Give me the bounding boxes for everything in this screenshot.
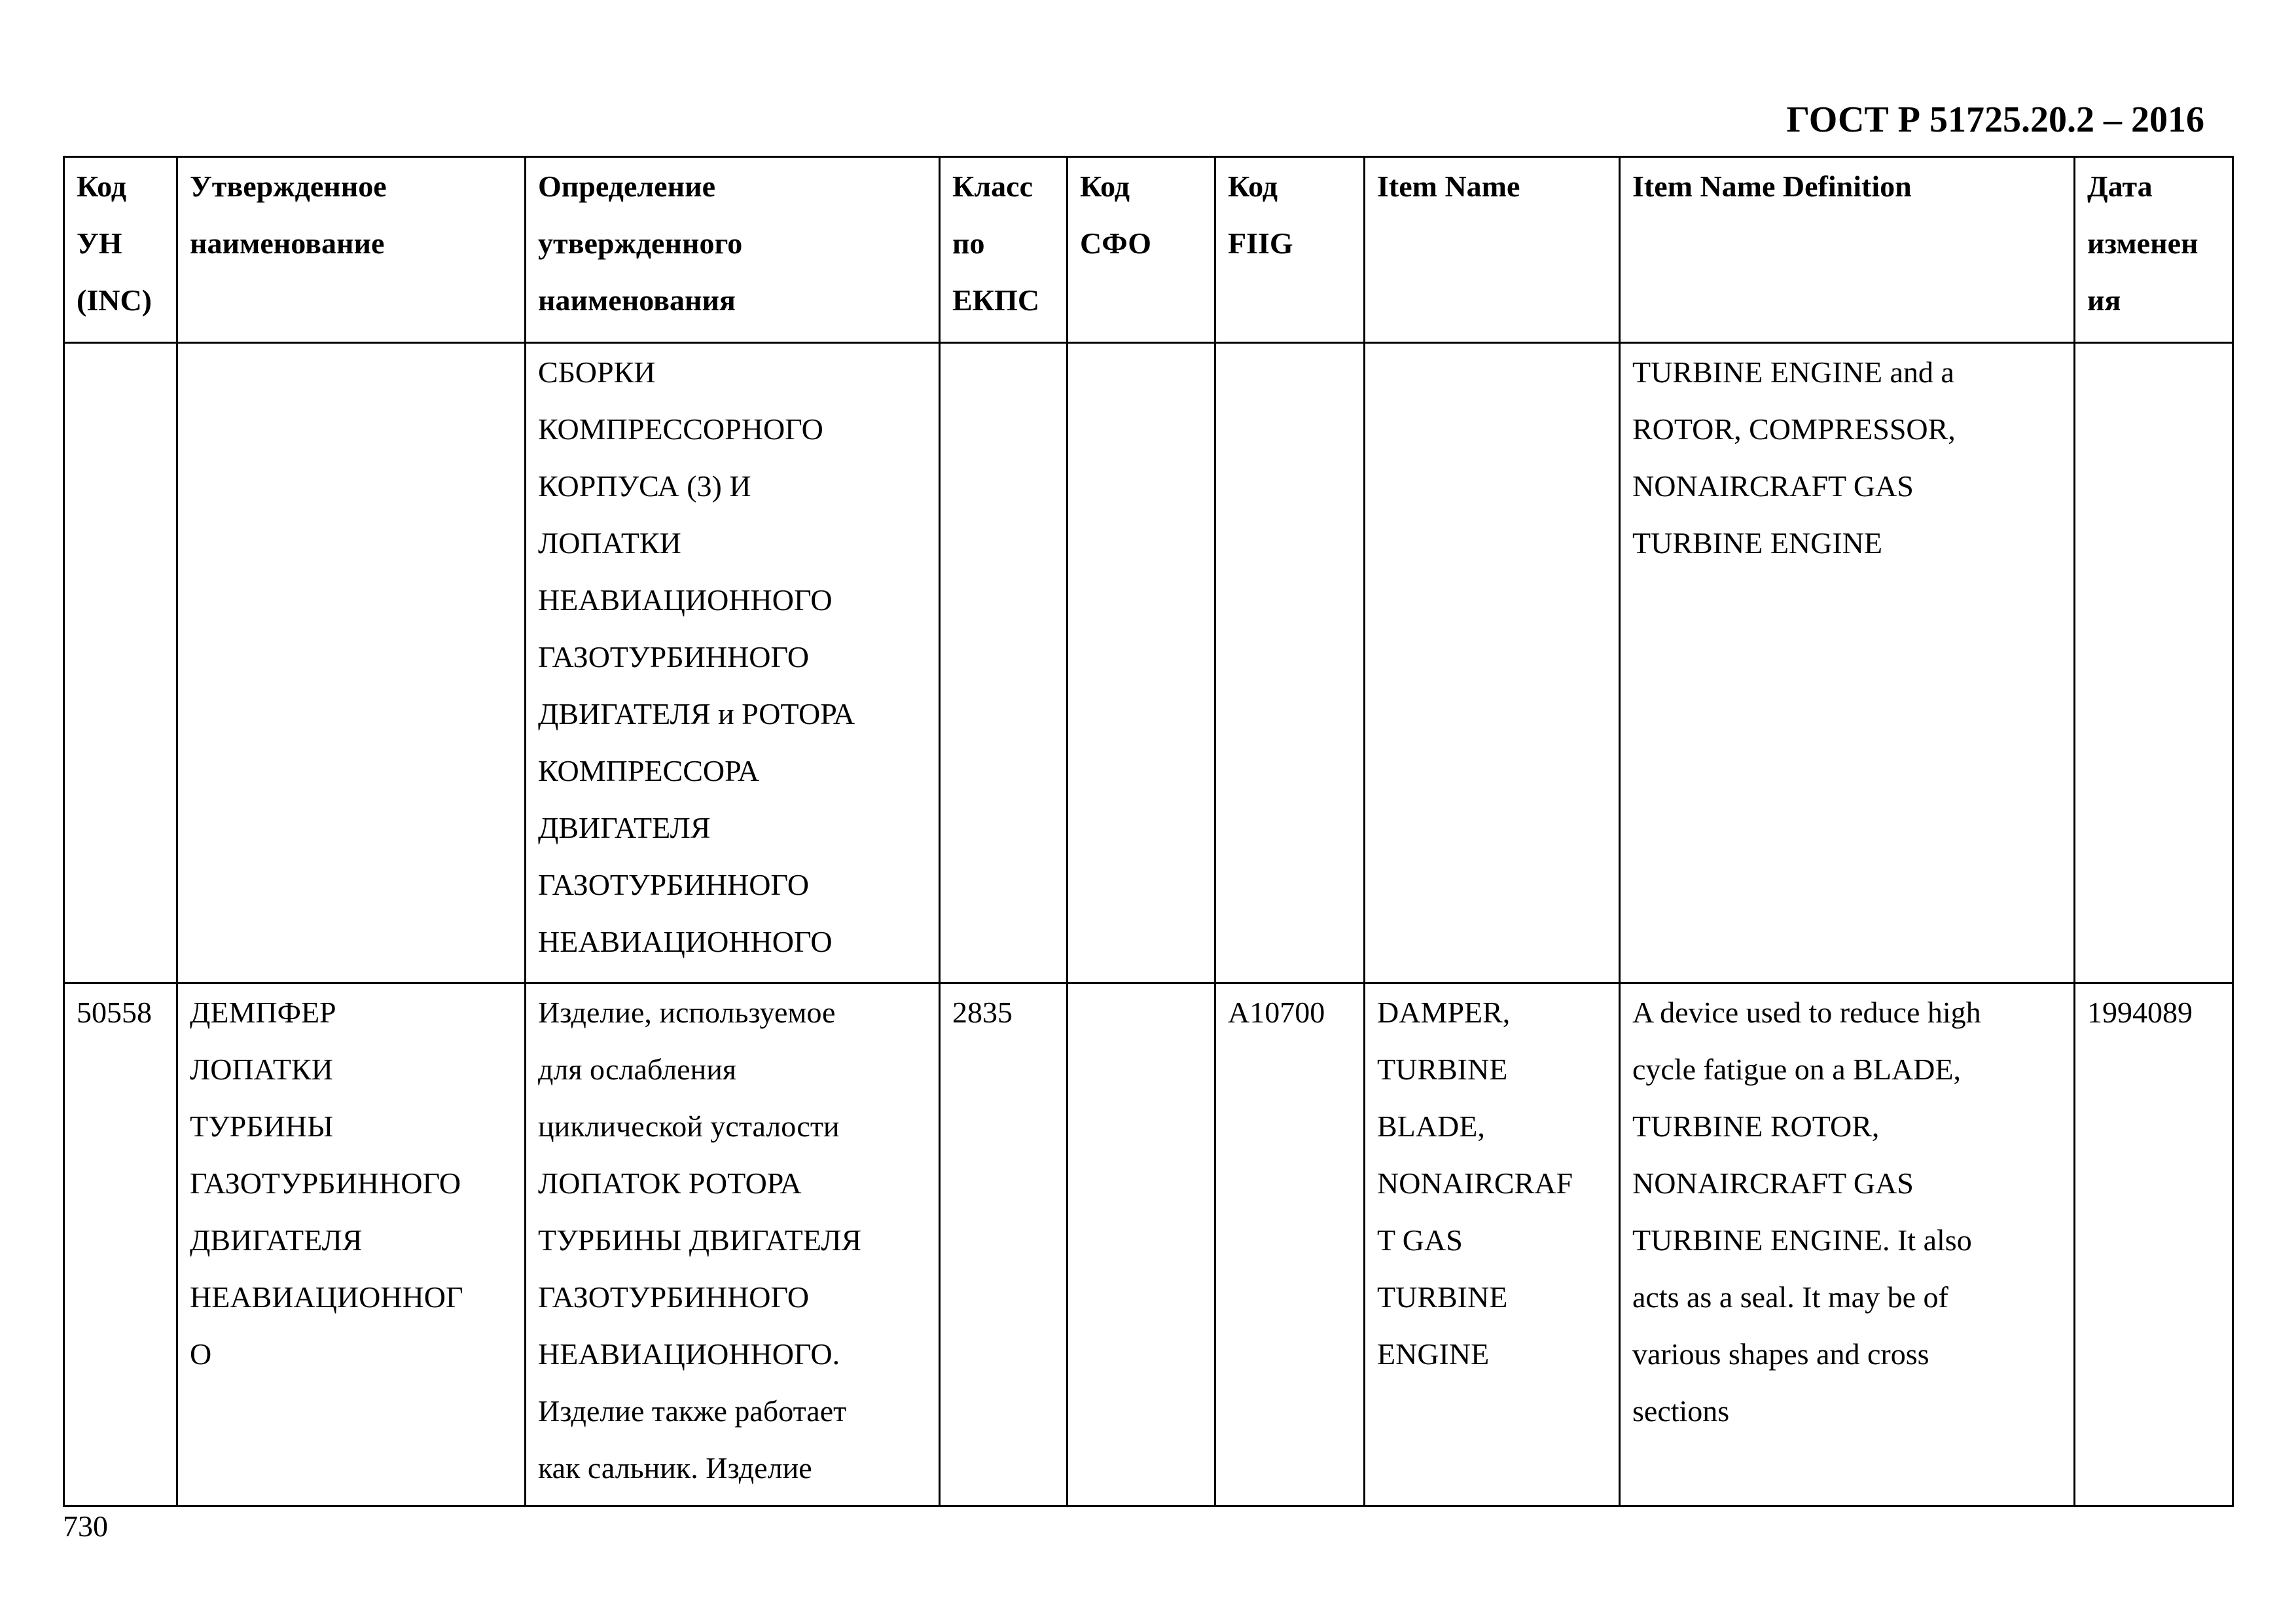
cell-class [940,343,1067,983]
cell-inc-code: 50558 [64,983,177,1506]
header-item-name: Item Name [1365,157,1620,343]
cell-change-date: 1994089 [2075,983,2233,1506]
cell-change-date [2075,343,2233,983]
cell-item-name-definition: TURBINE ENGINE and a ROTOR, COMPRESSOR, NONAIRCRAFT GAS TURBINE ENGINE [1620,343,2075,983]
cell-approved-name-definition: СБОРКИ КОМПРЕССОРНОГО КОРПУСА (3) И ЛОПАТКИ НЕАВИАЦИОННОГО ГАЗОТУРБИННОГО ДВИГАТЕЛЯ и РОТОРА КОМПРЕССОРА ДВИГАТЕЛЯ ГАЗОТУРБИННОГО НЕАВИАЦИОННОГО [526,343,940,983]
cell-item-name: DAMPER, TURBINE BLADE, NONAIRCRAF T GAS TURBINE ENGINE [1365,983,1620,1506]
header-inc-code: Код УН (INC) [64,157,177,343]
header-approved-name-definition: Определение утвержденного наименования [526,157,940,343]
cell-item-name [1365,343,1620,983]
cell-approved-name: ДЕМПФЕР ЛОПАТКИ ТУРБИНЫ ГАЗОТУРБИННОГО ДВИГАТЕЛЯ НЕАВИАЦИОННОГ О [177,983,526,1506]
page-number: 730 [63,1509,108,1543]
header-item-name-definition: Item Name Definition [1620,157,2075,343]
header-change-date: Дата изменен ия [2075,157,2233,343]
table-header-row [64,157,2233,343]
document-standard-number: ГОСТ Р 51725.20.2 – 2016 [1786,99,2204,140]
header-sfo-code: Код СФО [1067,157,1215,343]
cell-item-name-definition: A device used to reduce high cycle fatigue on a BLADE, TURBINE ROTOR, NONAIRCRAFT GAS TURBINE ENGINE. It also acts as a seal. It may be of various shapes and cross sections [1620,983,2075,1506]
header-approved-name: Утвержденное наименование [177,157,526,343]
cell-class: 2835 [940,983,1067,1506]
cell-fiig-code: A10700 [1215,983,1365,1506]
table-row [64,343,2233,983]
cell-sfo-code [1067,983,1215,1506]
cell-sfo-code [1067,343,1215,983]
cell-fiig-code [1215,343,1365,983]
header-class: Класс по ЕКПС [940,157,1067,343]
header-fiig-code: Код FIIG [1215,157,1365,343]
table-row [64,983,2233,1506]
cell-approved-name [177,343,526,983]
cell-approved-name-definition: Изделие, используемое для ослабления циклической усталости ЛОПАТОК РОТОРА ТУРБИНЫ ДВИГАТЕЛЯ ГАЗОТУРБИННОГО НЕАВИАЦИОННОГО. Изделие также работает как сальник. Изделие [526,983,940,1506]
cell-inc-code [64,343,177,983]
item-name-registry-table [63,156,2234,1507]
